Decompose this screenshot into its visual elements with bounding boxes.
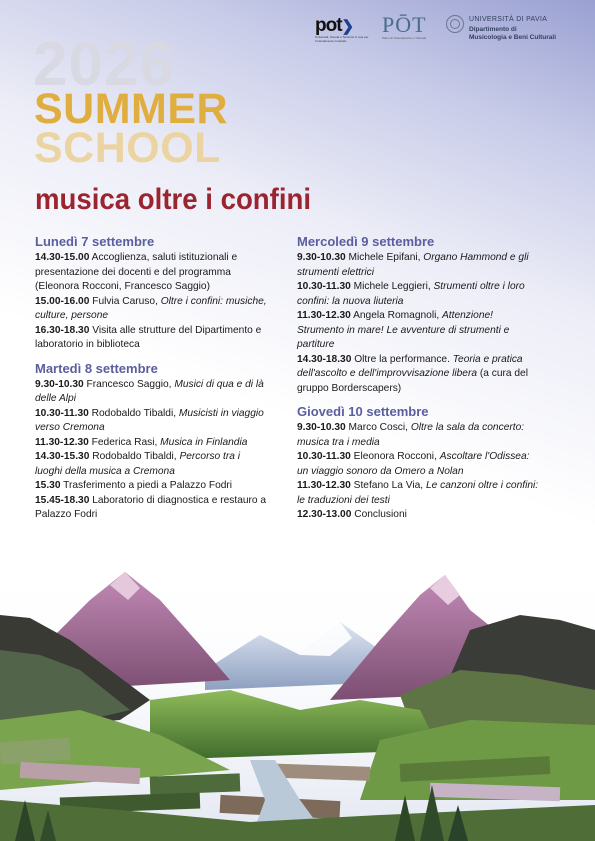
entry-talk-title: Percorso tra i luoghi della musica a Cremona: [35, 451, 241, 477]
title-summer: SUMMER: [34, 85, 229, 133]
entry-time: 11.30-12.30: [297, 480, 351, 491]
entry-text: Stefano La Via,: [350, 480, 426, 491]
university-seal-icon: [446, 15, 464, 33]
entry-time: 9.30-10.30: [297, 252, 346, 263]
entry-talk-title: Teoria e pratica dell'ascolto e dell'improvvisazione libera: [297, 353, 523, 379]
entry-text: Conclusioni: [351, 509, 407, 520]
entry-talk-title: Attenzione! Strumento in mare! Le avventure di strumenti e partiture: [297, 310, 510, 350]
program-entry: [297, 421, 542, 450]
program-entry: [35, 407, 267, 436]
entry-time: 12.30-13.00: [297, 509, 352, 520]
pot-plan-logo: [382, 14, 438, 40]
program-entry: [297, 479, 542, 508]
event-subtitle: musica oltre i confini: [35, 183, 312, 216]
day-heading: Martedì 8 settembre: [35, 360, 158, 376]
entry-time: 11.30-12.30: [297, 310, 351, 321]
day-block: [35, 234, 267, 353]
pot-plan-logo-text: PŌT: [382, 12, 427, 37]
day-heading: Mercoledì 9 settembre: [297, 234, 435, 249]
day-block: [297, 404, 542, 523]
day-heading: Lunedì 7 settembre: [35, 234, 155, 249]
entry-text: Laboratorio di diagnostica e restauro a Palazzo Fodri: [35, 494, 267, 520]
entry-text: Trasferimento a piedi a Palazzo Fodri: [60, 480, 233, 491]
entry-text: Rodobaldo Tibaldi,: [89, 451, 180, 462]
program-entry: [35, 378, 267, 407]
entry-talk-title: Strumenti oltre i loro confini: la nuova liuteria: [297, 281, 525, 307]
program-entry: [35, 479, 267, 494]
entry-talk-title: Oltre la sala da concerto: musica tra i media: [297, 422, 525, 448]
day-block: [35, 361, 267, 523]
entry-time: 10.30-11.30: [297, 281, 351, 292]
pot-logo-text: pot: [315, 15, 342, 36]
entry-talk-title: Organo Hammond e gli strumenti elettrici: [297, 252, 529, 278]
entry-text: Marco Cosci,: [345, 422, 411, 433]
entry-text: Federica Rasi,: [88, 436, 161, 448]
entry-time: 9.30-10.30: [297, 422, 346, 433]
event-year: 2026: [33, 30, 175, 99]
entry-time: 11.30-12.30: [35, 436, 89, 448]
program-column-left: [35, 234, 267, 531]
day-heading: Giovedì 10 settembre: [297, 404, 429, 419]
entry-talk-title: Musici di qua e di là delle Alpi: [35, 378, 264, 404]
entry-time: 14.30-15.00: [35, 252, 90, 263]
entry-talk-title: Oltre i confini: musiche, culture, persone: [35, 295, 267, 321]
entry-time: 10.30-11.30: [297, 451, 351, 462]
mountain-landscape-illustration: [0, 560, 595, 841]
program-entry: [35, 450, 267, 479]
program-entry: [297, 508, 542, 523]
department-line-2: Musicologia e Beni Culturali: [469, 34, 557, 41]
entry-text: Eleonora Rocconi,: [350, 451, 440, 462]
entry-time: 16.30-18.30: [35, 324, 90, 336]
program-entry: [35, 494, 267, 523]
entry-time: 15.00-16.00: [35, 295, 90, 307]
entry-talk-title: Ascoltare l'Odissea: un viaggio sonoro da Omero a Nolan: [297, 451, 530, 477]
entry-text: Visita alle strutture del Dipartimento e laboratorio in biblioteca: [35, 324, 262, 350]
program-column-right: [297, 234, 542, 531]
program-entry: [297, 280, 542, 309]
entry-note: (a cura del gruppo Borderscapers): [297, 368, 528, 394]
entry-time: 14.30-18.30: [297, 353, 352, 365]
entry-text: Angela Romagnoli,: [350, 310, 443, 321]
pot-logo-subtitle: Università, Scuola e Territorio in rete per l'orientamento musicale: [315, 35, 369, 43]
pot-logo: [315, 16, 371, 43]
program-entry: [297, 450, 542, 479]
program-entry: [35, 436, 267, 451]
pot-plan-logo-subtitle: Piano di Orientamento e Tutorato: [382, 36, 427, 40]
department-line-1: Dipartimento di: [469, 26, 517, 33]
entry-talk-title: Musica in Finlandia: [160, 436, 248, 448]
entry-text: Fulvia Caruso,: [89, 295, 161, 307]
entry-text: Rodobaldo Tibaldi,: [88, 407, 179, 419]
entry-text: Michele Epifani,: [345, 252, 424, 263]
entry-text: Oltre la performance.: [351, 353, 453, 365]
program-entry: [35, 324, 267, 353]
entry-time: 9.30-10.30: [35, 378, 84, 390]
entry-talk-title: Musicisti in viaggio verso Cremona: [35, 407, 264, 433]
entry-time: 14.30-15.30: [35, 451, 90, 462]
logo-bar: [310, 14, 580, 54]
entry-text: Francesco Saggio,: [83, 378, 175, 390]
program-entry: [297, 353, 542, 397]
entry-text: Accoglienza, saluti istituzionali e presentazione dei docenti e del programma (Eleonora Rocconi, Francesco Saggio): [35, 252, 238, 292]
program-entry: [35, 295, 267, 324]
department-name: [469, 26, 556, 42]
entry-time: 15.45-18.30: [35, 494, 90, 506]
title-school: SCHOOL: [34, 124, 221, 172]
entry-talk-title: Le canzoni oltre i confini: le traduzioni dei testi: [297, 480, 539, 506]
entry-text: Michele Leggieri,: [350, 281, 434, 292]
entry-time: 15.30: [35, 480, 61, 491]
program-entry: [297, 309, 542, 353]
program-entry: [297, 251, 542, 280]
entry-time: 10.30-11.30: [35, 407, 89, 419]
day-block: [297, 234, 542, 396]
arrow-icon: ❯: [341, 18, 354, 35]
program-entry: [35, 251, 267, 295]
university-name: UNIVERSITÀ DI PAVIA: [469, 16, 548, 23]
